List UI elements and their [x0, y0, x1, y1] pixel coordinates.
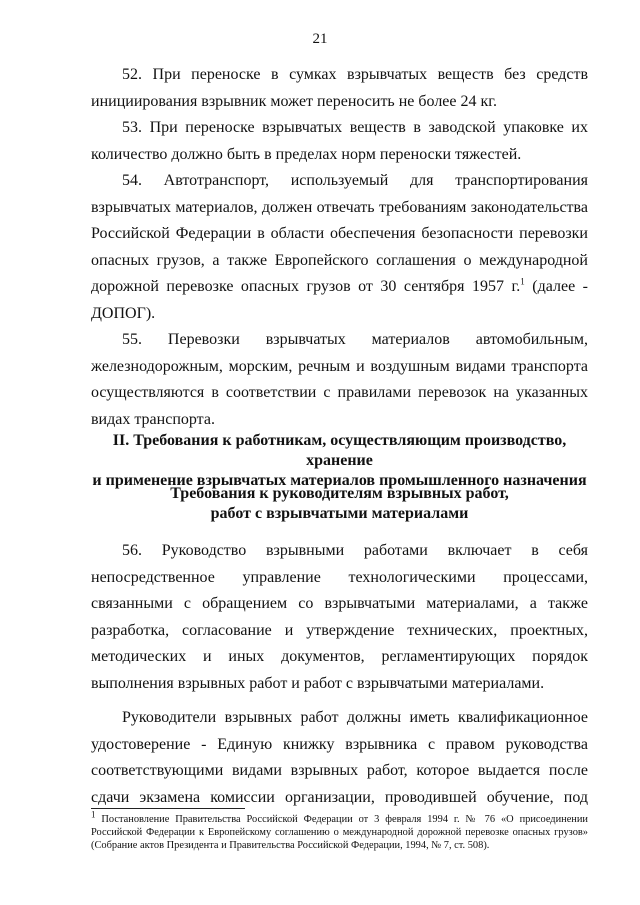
paragraph-56: 56. Руководство взрывными работами включает в себя непосредственное управление технологическими процессами, связанными с обращением со взрывчатыми материалами, а также разработка, согласование и утверждение технических, проектных, методических и иных документов, регламентирующих порядок выполнения взрывных работ и работ с взрывчатыми материалами.	[91, 542, 588, 692]
subsection-heading	[91, 484, 588, 524]
paragraph-56-continued: Руководители взрывных работ должны иметь квалификационное удостоверение - Единую книжку взрывника с правом руководства соответствующими видами взрывных работ, которое выдается после сдачи экзамена комиссии организации, проводившей обучение, под	[91, 709, 588, 806]
paragraph-52: 52. При переноске в сумках взрывчатых веществ без средств инициирования взрывник может переносить не более 24 кг.	[91, 66, 588, 110]
page-number: 21	[312, 31, 328, 47]
section-heading-line-1: II. Требования к работникам, осуществляющим производство, хранение	[112, 432, 567, 469]
subsection-heading-line-2: работ с взрывчатыми материалами	[210, 505, 469, 522]
body-text-bottom	[91, 538, 588, 811]
footnote	[91, 809, 588, 852]
section-heading	[91, 431, 588, 491]
body-text-top	[91, 62, 588, 433]
footnote-marker: 1	[91, 809, 96, 820]
paragraph-53: 53. При переноске взрывчатых веществ в заводской упаковке их количество должно быть в пределах норм переноски тяжестей.	[91, 119, 588, 163]
section-heading-line-2: и применение взрывчатых материалов промышленного назначения	[92, 472, 587, 489]
subsection-heading-line-1: Требования к руководителям взрывных работ,	[170, 485, 509, 502]
paragraph-55: 55. Перевозки взрывчатых материалов автомобильным, железнодорожным, морским, речным и воздушным видами транспорта осуществляются в соответствии с правилами перевозок на указанных видах транспорта.	[91, 331, 588, 428]
footnote-reference: 1	[520, 276, 525, 287]
footnote-text: Постановление Правительства Российской Федерации от 3 февраля 1994 г. № 76 «О присоединении Российской Федерации к Европейскому соглашению о международной дорожной перевозке опасных грузов» (Собрание актов Президента и Правительства Российской Федерации, 1994, № 7, ст. 508).	[91, 814, 588, 851]
footnote-divider	[91, 808, 245, 809]
paragraph-54-text: 54. Автотранспорт, используемый для транспортирования взрывчатых материалов, должен отвечать требованиям законодательства Российской Федерации в области обеспечения безопасности перевозки опасных грузов, а также Европейского соглашения о международной дорожной перевозке опасных грузов от 30 сентября 1957 г.	[91, 172, 588, 295]
paragraph-54-text-end: (далее - ДОПОГ).	[91, 278, 589, 322]
paragraph-54	[91, 168, 588, 327]
